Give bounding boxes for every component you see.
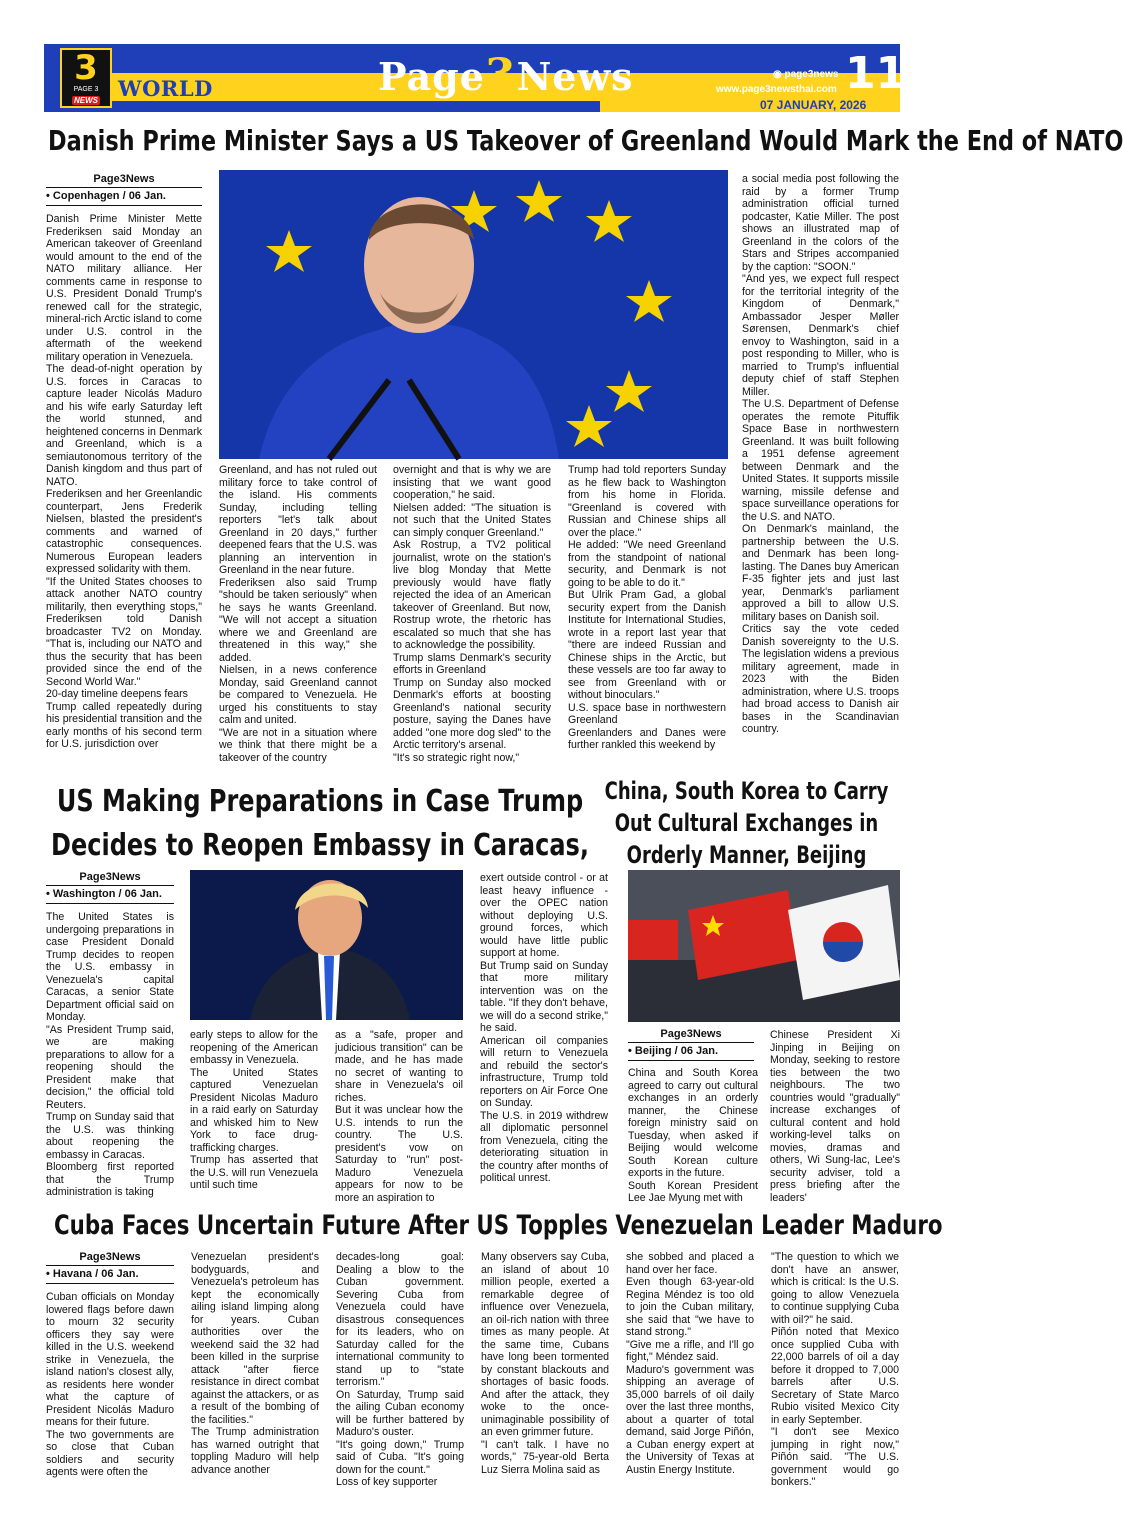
byline-source: Page3News	[46, 173, 202, 188]
paragraph: The U.S. Department of Defense operates the remote Pituffik Space Base in northwestern Greenland. It was built following a 1951 defense agreement between Denmark and the United States. It supports missile warning, missile defense and space surveillance operations for the U.S. and NATO.	[742, 398, 899, 523]
paragraph: The U.S. in 2019 withdrew all diplomatic personnel from Venezuela, citing the deteriorating situation in the country after months of political unrest.	[480, 1109, 608, 1184]
paragraph: Trump had told reporters Sunday as he flew back to Washington from his home in Florida. "Greenland is covered with Russian and Chinese ships all over the place."	[568, 464, 726, 539]
paragraph: "We are not in a situation where we think that there might be a takeover of the country	[219, 726, 377, 764]
paragraph: a social media post following the raid by a former Trump administration official turned podcaster, Katie Miller. The post shows an illustrated map of Greenland in the colors of the Stars and Stripes accompanied by the caption: "SOON."	[742, 173, 899, 273]
story1-column-2	[219, 464, 377, 774]
paragraph: Trump called repeatedly during his presidential transition and the early months of his second term for U.S. jurisdiction over	[46, 700, 202, 750]
paragraph: exert outside control - or at least heavy influence - over the OPEC nation without deploying U.S. ground forces, which would have little public support at home.	[480, 872, 608, 959]
paragraph: The United States is undergoing preparations in case President Donald Trump decides to reopen the U.S. embassy in Venezuela's capital Caracas, a senior State Department official said on Monday.	[46, 911, 174, 1023]
paragraph: "I can't talk. I have no words," 75-year-old Berta Luz Sierra Molina said as	[481, 1438, 609, 1476]
speaker-photo-illustration	[219, 170, 728, 459]
paragraph: Nielsen, in a news conference Monday, said Greenland cannot be compared to Venezuela. He urged his constituents to stay calm and united.	[219, 664, 377, 726]
byline-dateline: • Beijing / 06 Jan.	[628, 1045, 754, 1061]
paragraph: overnight and that is why we are insisting that we want good cooperation," he said.	[393, 464, 551, 501]
byline-dateline: • Copenhagen / 06 Jan.	[46, 190, 202, 206]
page-number: 11	[845, 48, 907, 99]
paragraph: Frederiksen and her Greenlandic counterpart, Jens Frederik Nielsen, blasted the president's comments and warned of catastrophic consequences. Numerous European leaders expressed solidarity with them.	[46, 488, 202, 575]
paragraph: South Korean President Lee Jae Myung met with	[628, 1179, 758, 1204]
paragraph: The dead-of-night operation by U.S. forces in Caracas to capture leader Nicolás Maduro and his wife early Saturday left the world stunned, and heightened concerns in Denmark and Greenland, which is a semiautonomous territory of the Danish kingdom and thus part of NATO.	[46, 363, 202, 488]
paragraph: Even though 63-year-old Regina Méndez is too old to join the Cuban military, she said that "we have to stand strong."	[626, 1276, 754, 1338]
paragraph: But Trump said on Sunday that more military intervention was on the table. "If they don't behave, we will do a second strike," he said.	[480, 959, 608, 1034]
paragraph: The Trump administration has warned outright that toppling Maduro will help advance another	[191, 1426, 319, 1476]
story1-byline	[46, 173, 202, 206]
paragraph: Nielsen added: "The situation is not such that the United States can simply conquer Greenland."	[393, 501, 551, 539]
story2-column-3	[335, 1029, 463, 1204]
section-label: WORLD	[118, 76, 213, 101]
paragraph: American oil companies will return to Venezuela and rebuild the sector's infrastructure, Trump told reporters on Air Force One on Sunday.	[480, 1034, 608, 1109]
paragraph: The United States captured Venezuelan President Nicolas Maduro in a raid early on Saturday and whisked him to New York to face drug-trafficking charges.	[190, 1066, 318, 1154]
paragraph: Trump on Sunday said that the U.S. was thinking about reopening the embassy in Caracas.	[46, 1111, 174, 1161]
story4-column-1	[46, 1291, 174, 1491]
paragraph: Frederiksen also said Trump "should be taken seriously" when he says he wants Greenland. "We will not accept a situation where we and Greenland are threatened in this way," she added.	[219, 576, 377, 664]
byline-source: Page3News	[46, 1251, 174, 1266]
paragraph: decades-long goal: Dealing a blow to the Cuban government. Severing Cuba from Venezuela could have disastrous consequences for its leaders, who on Saturday called for the international community to stand up to "state terrorism."	[336, 1251, 464, 1388]
issue-date: 07 JANUARY, 2026	[760, 98, 867, 112]
brand-left: Page	[378, 54, 485, 99]
trump-photo-illustration	[190, 870, 463, 1020]
story2-column-1	[46, 911, 174, 1201]
paragraph: "As President Trump said, we are making preparations to allow for a reopening should the President make that decision," the official told Reuters.	[46, 1023, 174, 1111]
story3-photo	[628, 870, 900, 1022]
story2-photo	[190, 870, 463, 1020]
paragraph: Cuban officials on Monday lowered flags before dawn to mourn 32 security officers they say were killed in the U.S. weekend strike in Venezuela, the island nation's closest ally, as residents here wonder what the capture of President Nicolás Maduro means for their future.	[46, 1291, 174, 1428]
story4-headline[interactable]: Cuba Faces Uncertain Future After US Topples Venezuelan Leader Maduro	[54, 1210, 943, 1241]
paragraph: Trump on Sunday also mocked Denmark's efforts at boosting Greenland's national security posture, saying the Danes have added "one more dog sled" to the Arctic territory's arsenal.	[393, 676, 551, 751]
story2-column-4	[480, 872, 608, 1201]
paragraph: she sobbed and placed a hand over her face.	[626, 1251, 754, 1276]
paragraph: "The question to which we don't have an answer, which is critical: Is the U.S. going to allow Venezuela to continue supplying Cuba with oil?" he said.	[771, 1251, 899, 1326]
story4-column-4	[481, 1251, 609, 1491]
facebook-icon: ◉	[773, 69, 782, 80]
page3-logo[interactable]	[60, 48, 112, 108]
story1-photo	[219, 170, 728, 459]
story1-column-3	[393, 464, 551, 774]
paragraph: On Saturday, Trump said the ailing Cuban economy will be further battered by Maduro's ouster.	[336, 1388, 464, 1438]
brand-title	[378, 50, 634, 101]
paragraph: Greenlanders and Danes were further rankled this weekend by	[568, 726, 726, 751]
paragraph: Critics say the vote ceded Danish sovereignty to the U.S. The legislation widens a previous military agreement, made in 2023 with the Biden administration, where U.S. troops had broad access to Danish air bases in the Scandinavian country.	[742, 623, 899, 735]
byline-dateline: • Havana / 06 Jan.	[46, 1268, 174, 1284]
story3-column-2	[770, 1029, 900, 1202]
paragraph: The two governments are so close that Cuban soldiers and security agents were often the	[46, 1428, 174, 1478]
paragraph: Chinese President Xi Jinping in Beijing on Monday, seeking to restore ties between the two neighbours. The two countries would "gradually" increase exchanges of cultural content and hold working-level talks on movies, dramas and others, Wi Sung-lac, Lee's security adviser, told a press briefing after the leaders'	[770, 1029, 900, 1204]
byline-source: Page3News	[46, 871, 174, 886]
paragraph: Trump slams Denmark's security efforts in Greenland	[393, 651, 551, 676]
paragraph: "It's so strategic right now,"	[393, 751, 520, 764]
paragraph: as a "safe, proper and judicious transition" can be made, and he has made no secret of wanting to share in Venezuela's oil riches.	[335, 1029, 463, 1104]
logo-sub: PAGE 3	[73, 86, 99, 93]
paragraph: But Ulrik Pram Gad, a global security expert from the Danish Institute for International Studies, wrote in a report last year that "there are indeed Russian and Chinese ships in the Arctic, but these vessels are too far away to see from Greenland with or without binoculars."	[568, 589, 726, 701]
logo-number: 3	[74, 48, 98, 88]
story3-headline[interactable]: China, South Korea to Carry Out Cultural Exchanges in Orderly Manner, Beijing	[604, 777, 889, 869]
paragraph: Venezuelan president's bodyguards, and Venezuela's petroleum has kept the economically ailing island limping along for years. Cuban authorities over the weekend said the 32 had been killed in the surprise attack "after fierce resistance in direct combat against the attackers, or as a result of the bombing of the facilities."	[191, 1251, 319, 1426]
story2-column-2	[190, 1029, 318, 1201]
paragraph: 20-day timeline deepens fears	[46, 688, 188, 700]
story2-byline	[46, 871, 174, 904]
story3-byline	[628, 1028, 754, 1061]
byline-dateline: • Washington / 06 Jan.	[46, 888, 174, 904]
paragraph: "Give me a rifle, and I'll go fight," Méndez said.	[626, 1338, 754, 1363]
flags-photo-illustration	[628, 870, 900, 1022]
story3-column-1	[628, 1067, 758, 1202]
paragraph: He added: "We need Greenland from the standpoint of national security, and Denmark is not going to be able to do it."	[568, 539, 726, 589]
paragraph: Loss of key supporter	[336, 1476, 438, 1488]
paragraph: Piñón noted that Mexico once supplied Cuba with 22,000 barrels of oil a day before it dropped to 7,000 barrels after U.S. Secretary of State Marco Rubio visited Mexico City in early September.	[771, 1326, 899, 1426]
story1-column-1	[46, 213, 202, 775]
paragraph: But it was unclear how the U.S. intends to run the country. The U.S. president's vow on Saturday to "run" post-Maduro Venezuela appears for now to be more an aspiration to	[335, 1104, 463, 1204]
paragraph: Many observers say Cuba, an island of about 10 million people, exerted a remarkable degree of influence over Venezuela, an oil-rich nation with three times as many people. At the same time, Cubans have long been tormented by constant blackouts and shortages of basic foods. And after the attack, they woke to the once-unimaginable possibility of an even grimmer future.	[481, 1251, 609, 1438]
story4-column-6	[771, 1251, 899, 1491]
social-handle-text: page3news	[784, 69, 839, 80]
story4-byline	[46, 1251, 174, 1284]
paragraph: "I don't see Mexico jumping in right now," Piñón said. "The U.S. government would go bonkers."	[771, 1426, 899, 1488]
brand-right: News	[516, 54, 634, 99]
paragraph: "And yes, we expect full respect for the territorial integrity of the Kingdom of Denmark," Ambassador Jesper Møller Sørensen, Denmark's chief envoy to Washington, said in a post responding to Miller, who is married to Trump's influential deputy chief of staff Stephen Miller.	[742, 273, 899, 398]
story2-headline[interactable]: US Making Preparations in Case Trump Decides to Reopen Embassy in Caracas,	[51, 784, 589, 863]
paragraph: Maduro's government was shipping an average of 35,000 barrels of oil daily over the last three months, about a quarter of total demand, said Jorge Piñón, a Cuban energy expert at the University of Texas at Austin Energy Institute.	[626, 1363, 754, 1476]
social-handle[interactable]	[773, 69, 838, 80]
paragraph: "It's going down," Trump said of Cuba. "It's going down for the count."	[336, 1438, 464, 1476]
story4-column-5	[626, 1251, 754, 1491]
brand-three: 3	[484, 50, 517, 101]
paragraph: Ask Rostrup, a TV2 political journalist, wrote on the station's live blog Monday that Mette previously would have flatly rejected the idea of an American takeover of Greenland. But now, Rostrup wrote, the rhetoric has escalated so much that she has to acknowledge the possibility.	[393, 539, 551, 651]
paragraph: Trump has asserted that the U.S. will run Venezuela until such time	[190, 1154, 318, 1191]
story1-column-4	[568, 464, 726, 774]
paragraph: Greenland, and has not ruled out military force to take control of the island. His comments Sunday, including telling reporters "let's talk about Greenland in 20 days," further deepened fears that the U.S. was planning an intervention in Greenland in the near future.	[219, 464, 377, 576]
paragraph: China and South Korea agreed to carry out cultural exchanges in an orderly manner, the Chinese foreign ministry said on Tuesday, when asked if Beijing would welcome South Korean culture exports in the future.	[628, 1067, 758, 1179]
paragraph: "If the United States chooses to attack another NATO country militarily, then everything stops," Frederiksen told Danish broadcaster TV2 on Monday. "That is, including our NATO and thus the security that has been provided since the end of the Second World War."	[46, 575, 202, 688]
paragraph: U.S. space base in northwestern Greenland	[568, 701, 726, 726]
paragraph: On Denmark's mainland, the partnership between the U.S. and Denmark has been long-lasting. The Danes buy American F-35 fighter jets and just last year, Denmark's parliament approved a bill to allow U.S. military bases on Danish soil.	[742, 523, 899, 623]
story1-headline[interactable]: Danish Prime Minister Says a US Takeover of Greenland Would Mark the End of NATO	[48, 124, 1123, 157]
paragraph: Danish Prime Minister Mette Frederiksen said Monday an American takeover of Greenland would amount to the end of the NATO military alliance. Her comments came in response to U.S. President Donald Trump's renewed call for the strategic, mineral-rich Arctic island to come under U.S. control in the aftermath of the weekend military operation in Venezuela.	[46, 213, 202, 363]
story4-column-3	[336, 1251, 464, 1491]
paragraph: early steps to allow for the reopening of the American embassy in Venezuela.	[190, 1029, 318, 1066]
story1-column-5	[742, 173, 899, 775]
paragraph: Bloomberg first reported that the Trump administration is taking	[46, 1161, 174, 1198]
website-link[interactable]: www.page3newsthai.com	[716, 84, 837, 95]
story4-column-2	[191, 1251, 319, 1491]
byline-source: Page3News	[628, 1028, 754, 1043]
logo-news: NEWS	[74, 96, 98, 105]
